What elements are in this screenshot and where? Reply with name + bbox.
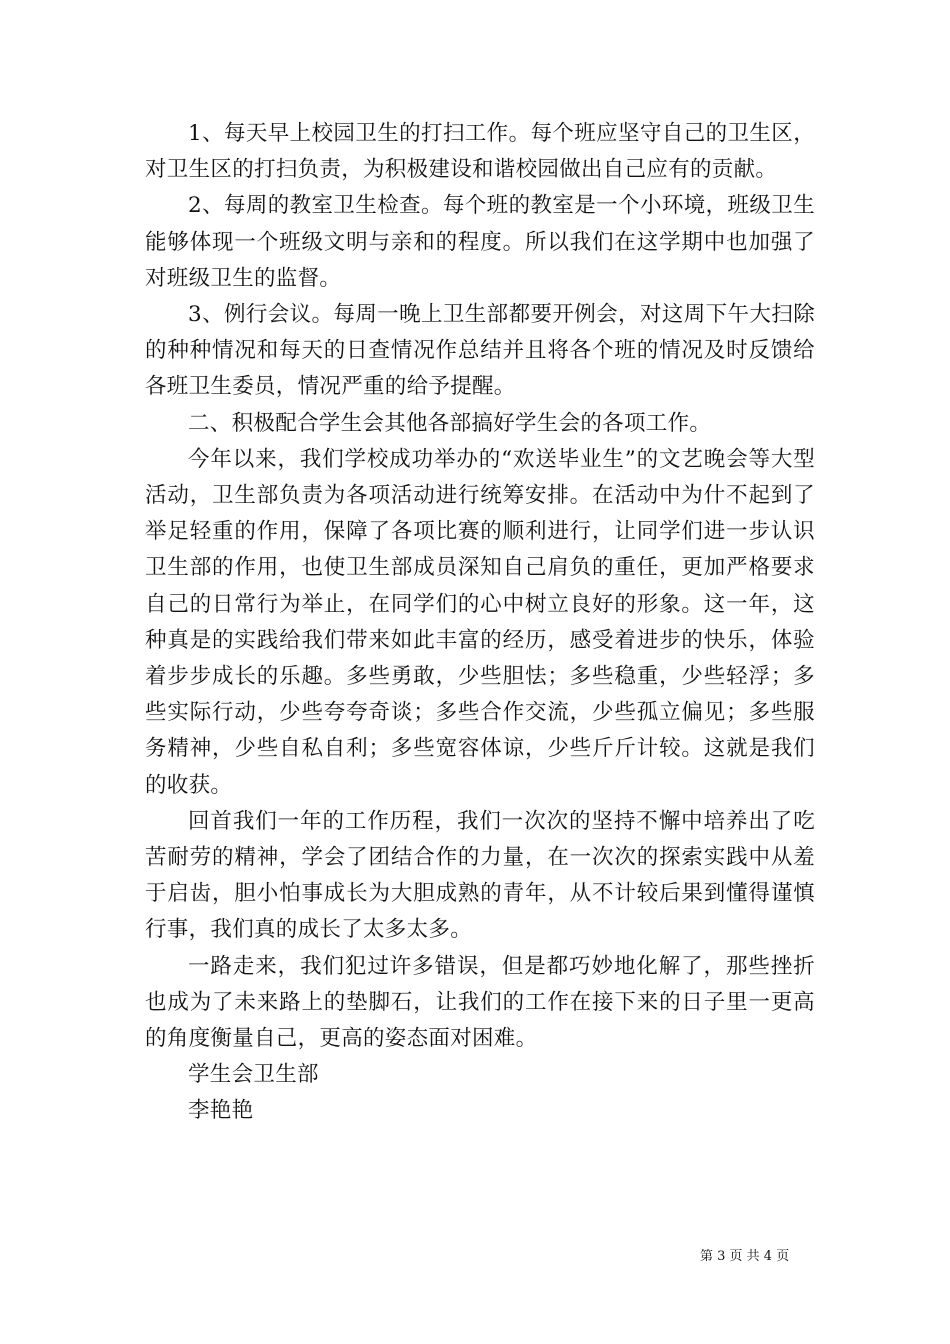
signature-name: 李艳艳 <box>188 1098 254 1124</box>
section-heading-2: 二、积极配合学生会其他各部搞好学生会的各项工作。 <box>188 410 712 436</box>
document-body <box>145 116 815 1130</box>
paragraph-activities: 今年以来，我们学校成功举办的“欢送毕业生”的文艺晚会等大型活动，卫生部负责为各项活动进行统筹安排。在活动中为什不起到了举足轻重的作用，保障了各项比赛的顺利进行，让同学们进一步认识卫生部的作用，也使卫生部成员深知自己肩负的重任，更加严格要求自己的日常行为举止，在同学们的心中树立良好的形象。这一年，这种真是的实践给我们带来如此丰富的经历，感受着进步的快乐，体验着步步成长的乐趣。多些勇敢，少些胆怯；多些稳重，少些轻浮；多些实际行动，少些夸夸奇谈；多些合作交流，少些孤立偏见；多些服务精神，少些自私自利；多些宽容体谅，少些斤斤计较。这就是我们的收获。 <box>145 446 815 798</box>
paragraph-task-1: 1、每天早上校园卫生的打扫工作。每个班应坚守自己的卫生区，对卫生区的打扫负责，为积极建设和谐校园做出自己应有的贡献。 <box>145 121 815 183</box>
signature-department: 学生会卫生部 <box>188 1062 319 1088</box>
paragraph-task-3: 3、例行会议。每周一晚上卫生部都要开例会，对这周下午大扫除的种种情况和每天的日查情况作总结并且将各个班的情况及时反馈给各班卫生委员，情况严重的给予提醒。 <box>145 302 815 400</box>
paragraph-review: 回首我们一年的工作历程，我们一次次的坚持不懈中培养出了吃苦耐劳的精神，学会了团结合作的力量，在一次次的探索实践中从羞于启齿，胆小怕事成长为大胆成熟的青年，从不计较后果到懂得谨慎行事，我们真的成长了太多太多。 <box>145 808 815 943</box>
paragraph-closing: 一路走来，我们犯过许多错误，但是都巧妙地化解了，那些挫折也成为了未来路上的垫脚石，让我们的工作在接下来的日子里一更高的角度衡量自己，更高的姿态面对困难。 <box>145 953 815 1052</box>
page-number: 第 3 页 共 4 页 <box>700 1249 790 1264</box>
paragraph-task-2: 2、每周的教室卫生检查。每个班的教室是一个小环境，班级卫生能够体现一个班级文明与亲和的程度。所以我们在这学期中也加强了对班级卫生的监督。 <box>145 193 815 291</box>
